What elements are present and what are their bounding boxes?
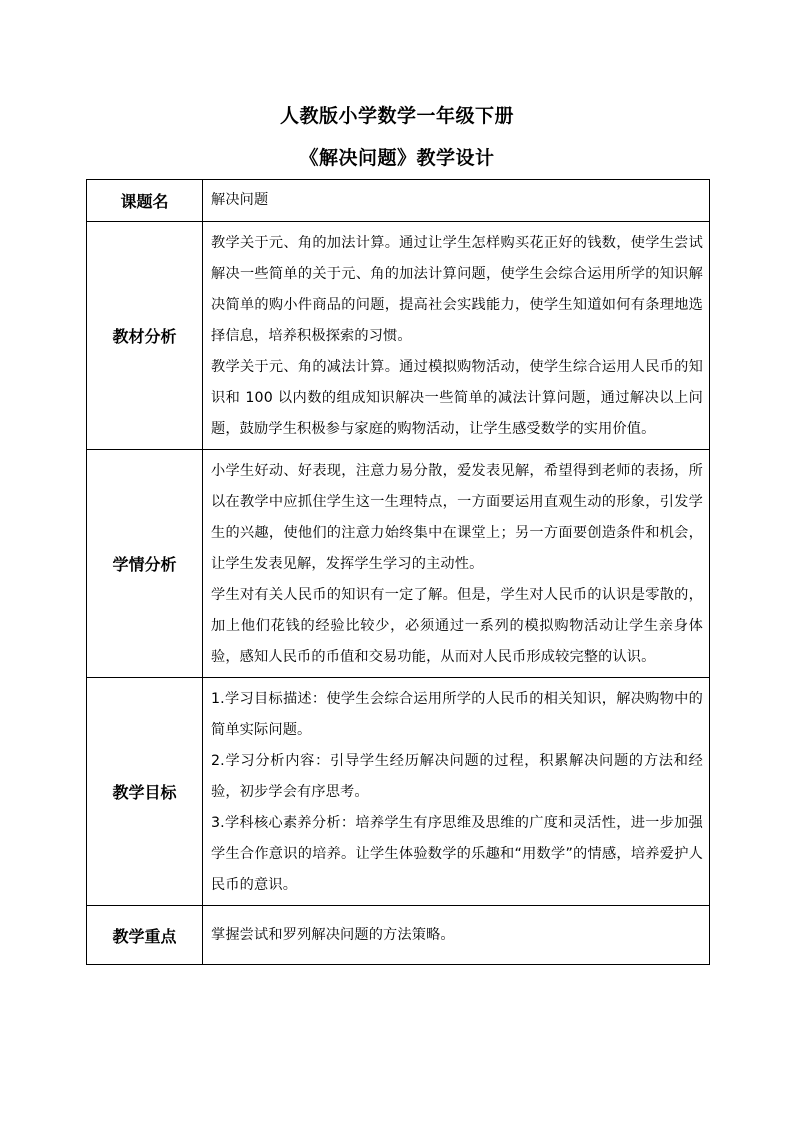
- paragraph: 3.学科核心素养分析：培养学生有序思维及思维的广度和灵活性，进一步加强学生合作意识的培养。让学生体验数学的乐趣和“用数学”的情感，培养爱护人民币的意识。: [211, 815, 703, 893]
- paragraph: 掌握尝试和罗列解决问题的方法策略。: [211, 926, 455, 943]
- paragraph: 1.学习目标描述：使学生会综合运用所学的人民币的相关知识，解决购物中的简单实际问题。: [211, 691, 703, 738]
- page-title: 人教版小学数学一年级下册: [279, 105, 514, 127]
- table-row-objectives: [87, 678, 710, 906]
- paragraph: 学生对有关人民币的知识有一定了解。但是，学生对人民币的认识是零散的，加上他们花钱的经验比较少，必须通过一系列的模拟购物活动让学生亲身体验，感知人民币的币值和交易功能，从而对人民币形成较完整的认识。: [211, 587, 703, 665]
- row-content: [203, 180, 710, 222]
- table-row-topic: [87, 180, 710, 222]
- row-content: [203, 450, 710, 678]
- row-label: 教材分析: [87, 222, 203, 450]
- row-content: [203, 906, 710, 965]
- row-label: 课题名: [87, 180, 203, 222]
- row-label: 学情分析: [87, 450, 203, 678]
- table-row-key-points: [87, 906, 710, 965]
- paragraph: 解决问题: [211, 192, 269, 208]
- row-label: 教学目标: [87, 678, 203, 906]
- paragraph: 教学关于元、角的减法计算。通过模拟购物活动，使学生综合运用人民币的知识和 100 以内数的组成知识解决一些简单的减法计算问题，通过解决以上问题，鼓励学生积极参与家庭的购物活动，让学生感受数学的实用价值。: [211, 359, 703, 437]
- paragraph: 2.学习分析内容：引导学生经历解决问题的过程，积累解决问题的方法和经验，初步学会有序思考。: [211, 753, 703, 800]
- page-subtitle: 《解决问题》教学设计: [299, 147, 495, 169]
- row-label: 教学重点: [87, 906, 203, 965]
- lesson-plan-table: [86, 179, 710, 965]
- row-content: [203, 678, 710, 906]
- table-row-student-analysis: [87, 450, 710, 678]
- paragraph: 教学关于元、角的加法计算。通过让学生怎样购买花正好的钱数，使学生尝试解决一些简单的关于元、角的加法计算问题，使学生会综合运用所学的知识解决简单的购小件商品的问题，提高社会实践能力，使学生知道如何有条理地选择信息，培养积极探索的习惯。: [211, 235, 703, 344]
- row-content: [203, 222, 710, 450]
- paragraph: 小学生好动、好表现，注意力易分散，爱发表见解，希望得到老师的表扬，所以在教学中应抓住学生这一生理特点，一方面要运用直观生动的形象，引发学生的兴趣，使他们的注意力始终集中在课堂上；另一方面要创造条件和机会，让学生发表见解，发挥学生学习的主动性。: [211, 463, 703, 572]
- table-row-material-analysis: [87, 222, 710, 450]
